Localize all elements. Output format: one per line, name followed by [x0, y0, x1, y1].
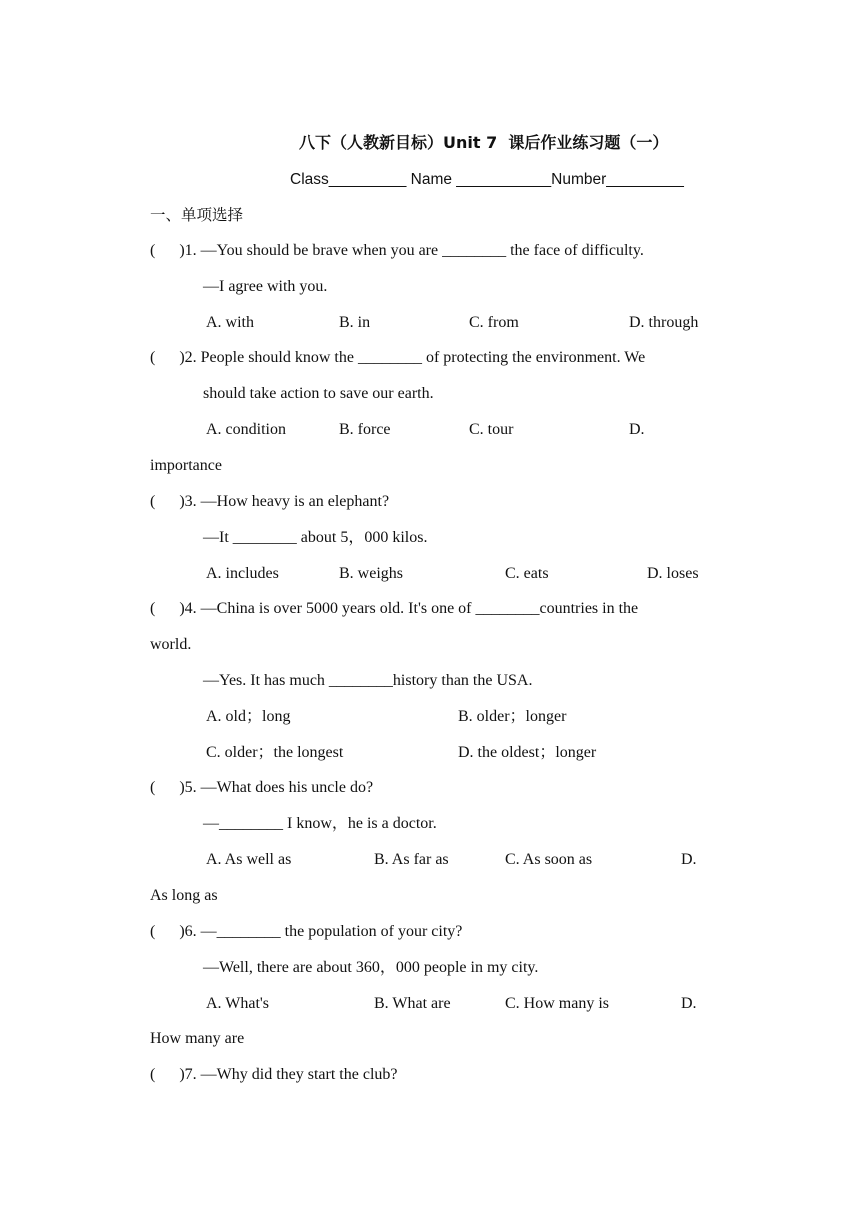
question-6: ( )6. —________ the population of your city?	[150, 923, 463, 940]
q1-option-c: C. from	[469, 314, 519, 331]
question-4-reply: —Yes. It has much ________history than the USA.	[203, 672, 533, 689]
q3-option-c: C. eats	[505, 565, 549, 582]
q1-option-b: B. in	[339, 314, 371, 331]
question-4-cont: world.	[150, 636, 192, 653]
question-5: ( )5. —What does his uncle do?	[150, 779, 374, 796]
q2-option-d-text: importance	[150, 457, 222, 474]
q2-option-a: A. condition	[206, 421, 286, 438]
page-title: 八下（人教新目标）Unit 7 课后作业练习题（一）	[299, 133, 669, 152]
student-info-line: Class_________ Name ___________Number_________	[290, 171, 684, 188]
q2-option-c: C. tour	[469, 421, 514, 438]
question-1-reply: —I agree with you.	[203, 278, 328, 295]
q3-option-b: B. weighs	[339, 565, 403, 582]
q2-option-d: D.	[629, 421, 645, 438]
question-2-cont: should take action to save our earth.	[203, 385, 434, 402]
q6-option-a: A. What's	[206, 995, 270, 1012]
q5-option-a: A. As well as	[206, 851, 292, 868]
q2-option-b: B. force	[339, 421, 391, 438]
q6-option-c: C. How many is	[505, 995, 609, 1012]
question-7: ( )7. —Why did they start the club?	[150, 1066, 398, 1083]
q6-option-b: B. What are	[374, 995, 451, 1012]
question-1: ( )1. —You should be brave when you are ________ the face of difficulty.	[150, 242, 644, 259]
q4-option-a: A. old；long	[206, 708, 291, 725]
q3-option-a: A. includes	[206, 565, 279, 582]
q4-option-c: C. older；the longest	[206, 744, 344, 761]
section-heading: 一、单项选择	[150, 206, 244, 224]
question-4: ( )4. —China is over 5000 years old. It's one of ________countries in the	[150, 600, 639, 617]
question-6-reply: —Well, there are about 360，000 people in my city.	[203, 959, 539, 976]
question-2: ( )2. People should know the ________ of protecting the environment. We	[150, 349, 646, 366]
q4-option-d: D. the oldest；longer	[458, 744, 597, 761]
q6-option-d-text: How many are	[150, 1030, 245, 1047]
q5-option-b: B. As far as	[374, 851, 449, 868]
question-3: ( )3. —How heavy is an elephant?	[150, 493, 390, 510]
q6-option-d: D.	[681, 995, 697, 1012]
question-3-reply: —It ________ about 5，000 kilos.	[203, 529, 428, 546]
q1-option-a: A. with	[206, 314, 254, 331]
q5-option-d-text: As long as	[150, 887, 218, 904]
q4-option-b: B. older；longer	[458, 708, 567, 725]
q5-option-c: C. As soon as	[505, 851, 593, 868]
question-5-reply: —________ I know，he is a doctor.	[203, 815, 437, 832]
q3-option-d: D. loses	[647, 565, 699, 582]
q1-option-d: D. through	[629, 314, 699, 331]
q5-option-d: D.	[681, 851, 697, 868]
